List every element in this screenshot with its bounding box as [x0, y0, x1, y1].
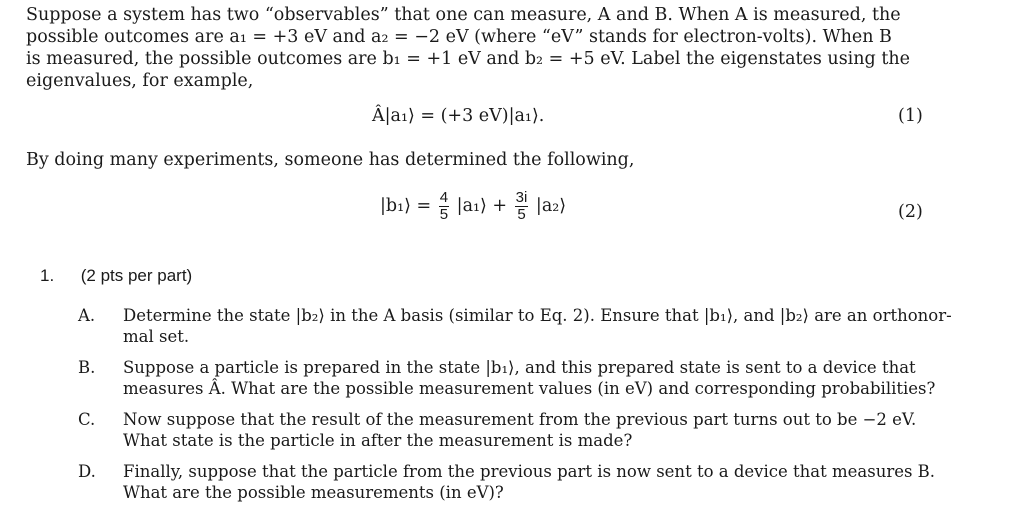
equation-2-number: (2)	[898, 202, 923, 222]
part-body	[123, 305, 952, 347]
part-line: mal set.	[123, 327, 190, 346]
experiments-paragraph: By doing many experiments, someone has determined the following,	[26, 150, 635, 170]
part-line: Finally, suppose that the particle from the previous part is now sent to a device that measures B.	[123, 462, 936, 481]
equation-2-lhs: |b₁⟩ =	[380, 196, 432, 216]
question-points: (2 pts per part)	[80, 266, 193, 285]
equation-2	[380, 190, 566, 223]
question-header	[40, 266, 192, 286]
fraction-4-5	[439, 190, 449, 223]
part-line: What are the possible measurements (in eV)?	[123, 483, 504, 502]
part-body	[123, 461, 936, 503]
equation-1: Â|a₁⟩ = (+3 eV)|a₁⟩.	[372, 106, 545, 126]
part-line: Now suppose that the result of the measurement from the previous part turns out to be −2 eV.	[123, 410, 917, 429]
part-line: measures Â. What are the possible measurement values (in eV) and corresponding probabilities?	[123, 379, 936, 398]
intro-line: is measured, the possible outcomes are b₁ = +1 eV and b₂ = +5 eV. Label the eigenstates using the	[26, 49, 910, 69]
part-body	[123, 409, 926, 451]
fraction-denominator: 5	[517, 206, 526, 223]
part-letter: A.	[78, 306, 96, 325]
intro-paragraph	[26, 4, 931, 92]
part-body	[123, 357, 936, 399]
equation-1-number: (1)	[898, 106, 923, 126]
question-number: 1.	[40, 266, 55, 285]
part-letter: D.	[78, 462, 96, 481]
equation-2-end: |a₂⟩	[535, 196, 567, 216]
fraction-3i-5	[515, 190, 529, 223]
part-line: What state is the particle in after the measurement is made?	[123, 431, 633, 450]
intro-line: Suppose a system has two “observables” that one can measure, A and B. When A is measured, the	[26, 5, 901, 25]
part-letter: C.	[78, 410, 96, 429]
equation-2-mid: |a₁⟩ +	[456, 196, 508, 216]
part-line: Suppose a particle is prepared in the state |b₁⟩, and this prepared state is sent to a device that	[123, 358, 916, 377]
fraction-numerator: 4	[439, 189, 449, 206]
fraction-denominator: 5	[439, 206, 449, 223]
fraction-numerator: 3i	[515, 189, 528, 206]
part-line: Determine the state |b₂⟩ in the A basis (similar to Eq. 2). Ensure that |b₁⟩, and |b₂⟩ are an orthonor-	[123, 306, 952, 325]
intro-line: possible outcomes are a₁ = +3 eV and a₂ = −2 eV (where “eV” stands for electron-volts). When B	[26, 27, 892, 47]
part-letter: B.	[78, 358, 96, 377]
intro-line: eigenvalues, for example,	[26, 71, 254, 91]
